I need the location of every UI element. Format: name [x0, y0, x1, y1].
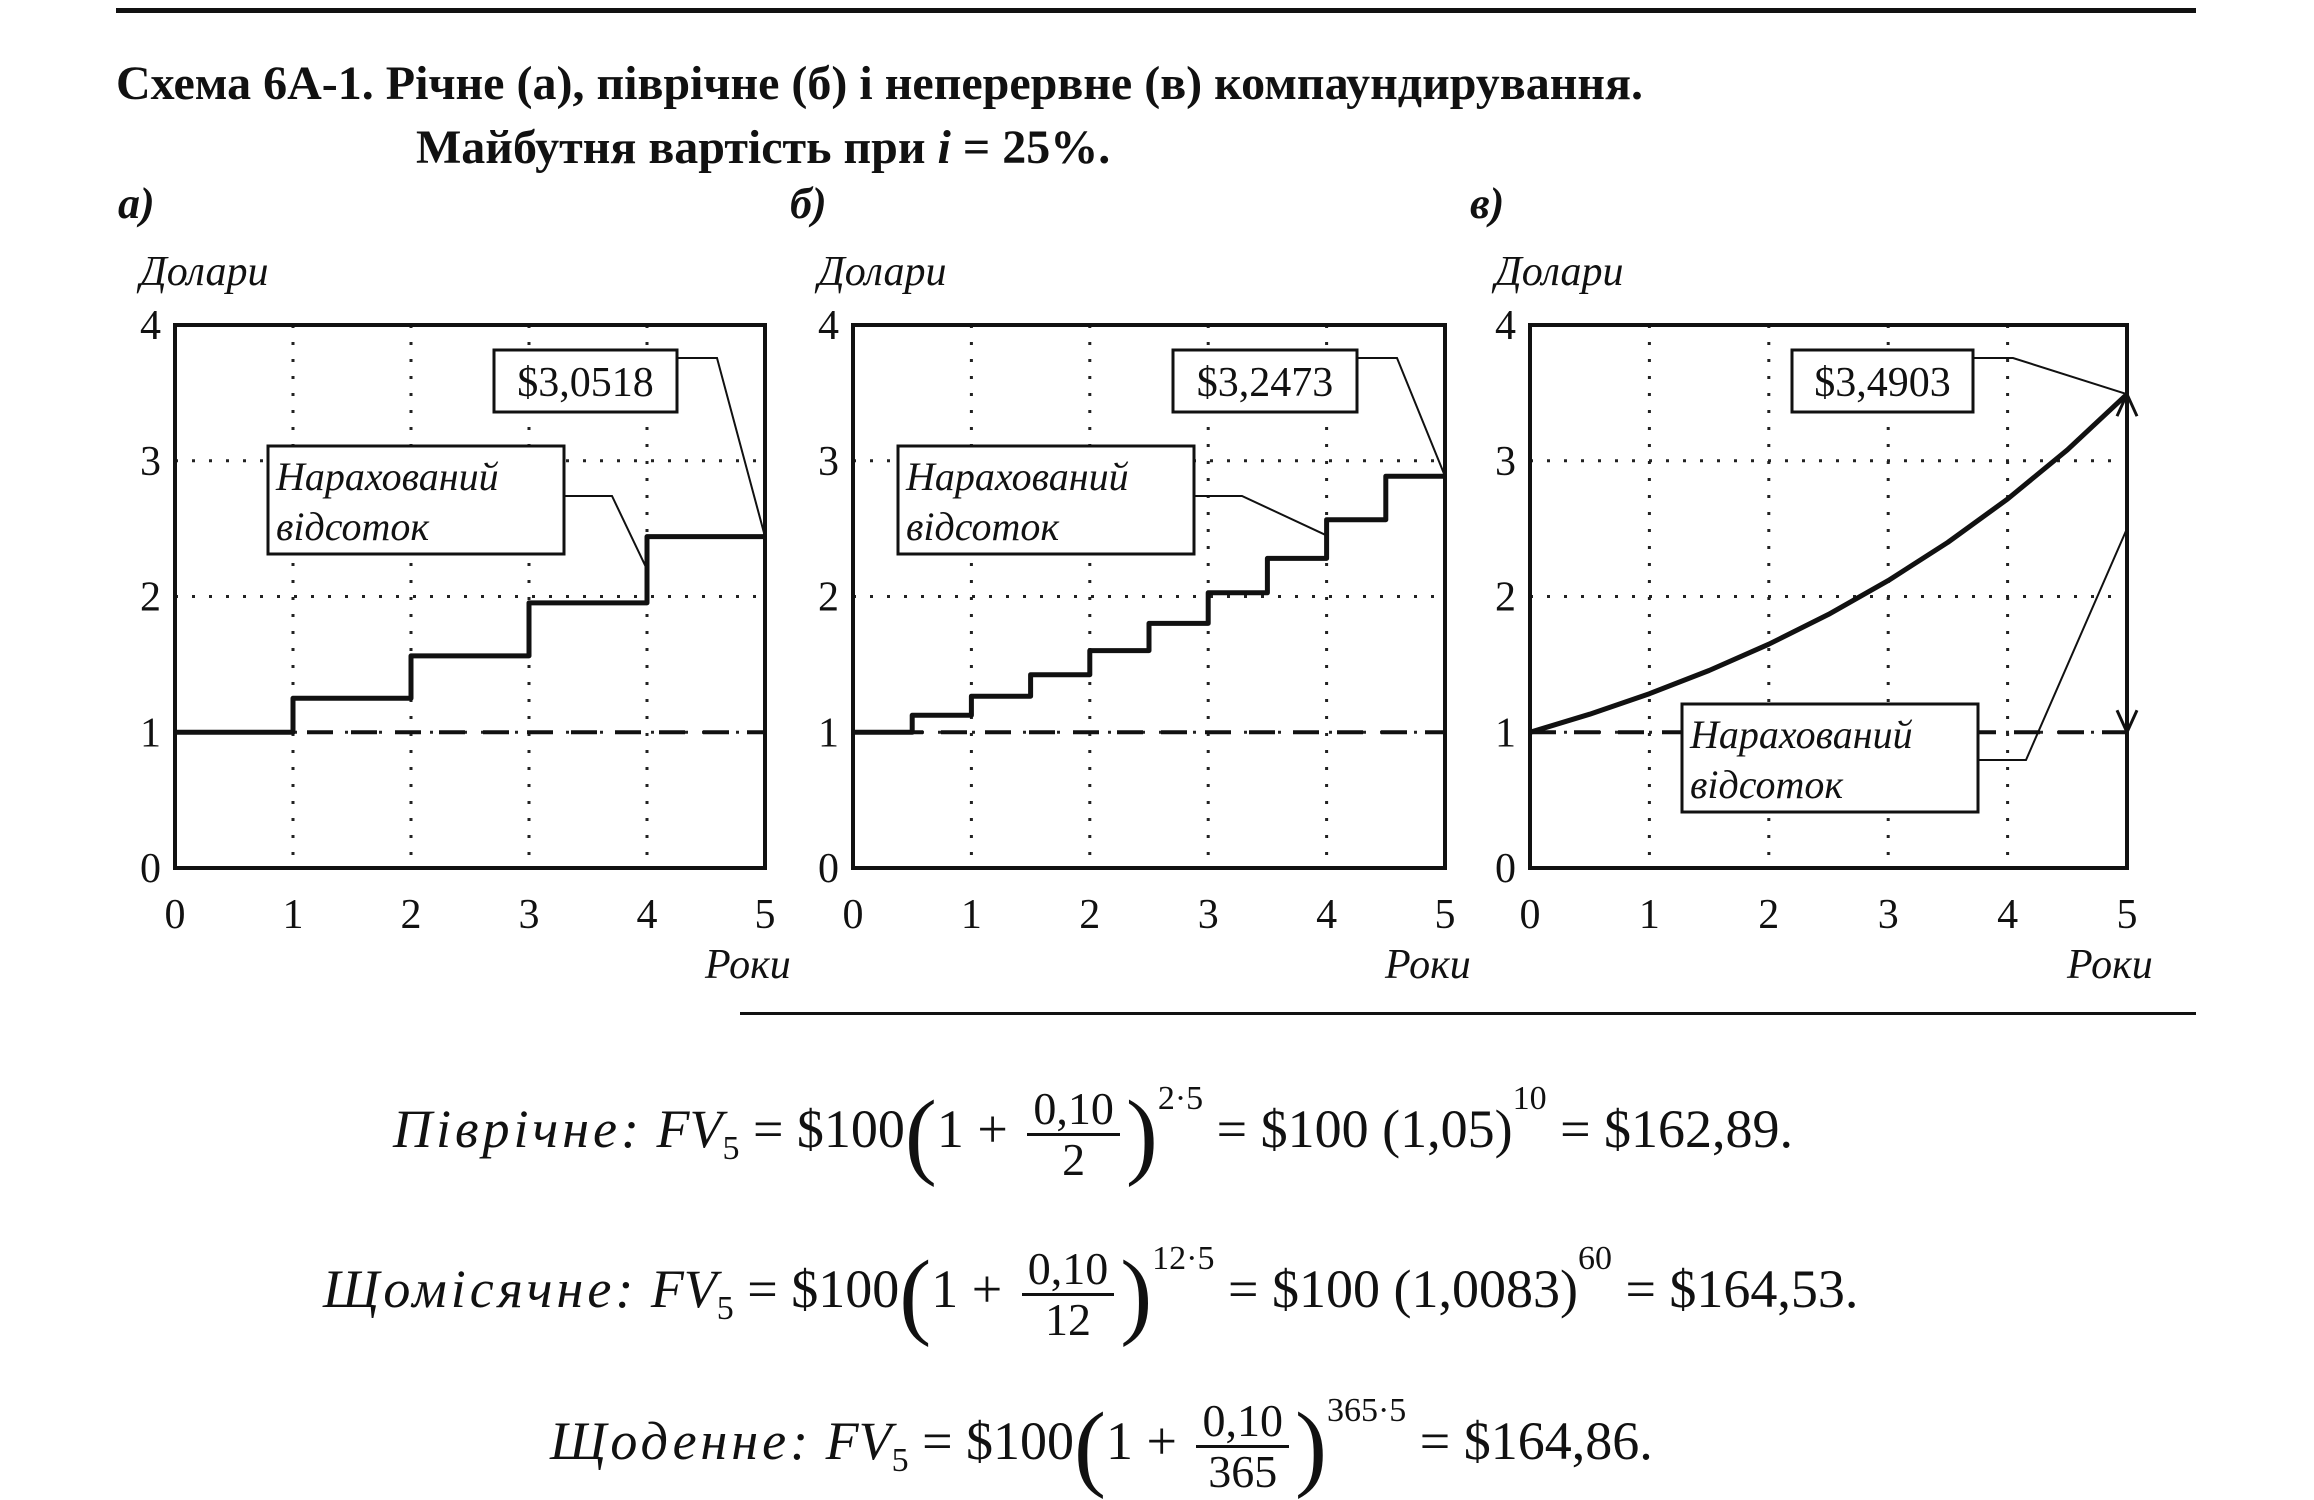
x-tick-label: 4 [636, 892, 658, 938]
equals-sign: = [922, 1411, 953, 1471]
equals-sign-2: = [1216, 1099, 1248, 1159]
one-plus: 1 + [1106, 1411, 1177, 1471]
y-tick-label: 3 [140, 438, 161, 485]
value-label: $3,0518 [517, 360, 654, 406]
fraction [1196, 1397, 1289, 1496]
fraction-numerator: 0,10 [1027, 1085, 1120, 1136]
result: $164,86. [1463, 1411, 1653, 1471]
result: $162,89. [1604, 1099, 1794, 1159]
x-tick-label: 1 [1638, 892, 1660, 938]
interest-callout-line-1: Нарахований [906, 454, 1129, 499]
y-axis-label: Долари [140, 249, 269, 295]
right-paren: ) [1125, 1080, 1158, 1188]
value-leader-line [1357, 358, 1445, 476]
y-tick-label: 1 [1495, 710, 1516, 757]
exponent: 2·5 [1157, 1080, 1204, 1117]
y-axis-label: Долари [1495, 249, 1624, 295]
y-tick-label: 2 [140, 574, 161, 621]
x-tick-label: 0 [1519, 892, 1541, 938]
base: (1,0083) [1393, 1259, 1578, 1319]
title-line-2-suffix: = 25%. [962, 121, 1111, 174]
formula-label: Щоденне: [550, 1411, 813, 1471]
x-axis-label: Роки [705, 942, 791, 988]
fv-symbol: FV [825, 1411, 892, 1471]
one-plus: 1 + [936, 1099, 1008, 1159]
y-tick-label: 3 [1495, 438, 1516, 485]
one-plus: 1 + [931, 1259, 1003, 1319]
fv-subscript: 5 [891, 1442, 909, 1479]
fraction [1027, 1085, 1120, 1184]
principal: $100 [966, 1411, 1075, 1471]
power: 60 [1577, 1240, 1612, 1277]
future-value-line [175, 537, 765, 733]
power: 10 [1512, 1080, 1547, 1117]
x-tick-label: 5 [754, 892, 776, 938]
value-label: $3,4903 [1814, 360, 1951, 406]
equals-sign-3: = [1560, 1099, 1591, 1159]
y-tick-label: 0 [818, 846, 839, 892]
fraction-denominator: 365 [1208, 1446, 1278, 1498]
formula-monthly [323, 1240, 1859, 1348]
x-tick-label: 1 [960, 892, 982, 938]
y-tick-label: 1 [818, 710, 839, 757]
future-value-line [1530, 394, 2127, 732]
right-paren: ) [1294, 1392, 1327, 1500]
formula-semiannual [393, 1080, 1794, 1188]
principal-2: $100 [1271, 1259, 1380, 1319]
fraction [1022, 1245, 1115, 1344]
fv-symbol: FV [650, 1259, 717, 1319]
value-leader-line [1973, 358, 2127, 394]
interest-callout-line-2: відсоток [1690, 762, 1844, 807]
equals-sign: = [747, 1259, 778, 1319]
fv-subscript: 5 [722, 1130, 740, 1167]
y-tick-label: 4 [818, 303, 839, 349]
formula-label: Щомісячне: [323, 1259, 638, 1319]
x-tick-label: 1 [282, 892, 304, 938]
left-paren: ( [1074, 1392, 1107, 1500]
interest-callout-line-1: Нарахований [276, 454, 499, 499]
equals-sign: = [752, 1099, 784, 1159]
y-tick-label: 0 [140, 846, 161, 892]
interest-leader-line [1194, 496, 1327, 535]
equals-sign-3: = [1419, 1411, 1451, 1471]
x-tick-label: 4 [1997, 892, 2019, 938]
base: (1,05) [1382, 1099, 1513, 1159]
panel-label: а) [118, 179, 155, 228]
value-leader-line [677, 358, 765, 537]
panel-label: б) [790, 179, 827, 228]
principal: $100 [796, 1099, 905, 1159]
x-tick-label: 5 [2116, 892, 2138, 938]
y-tick-label: 2 [818, 574, 839, 621]
fraction-denominator: 12 [1044, 1294, 1091, 1346]
y-tick-label: 0 [1495, 846, 1516, 892]
fraction-numerator: 0,10 [1022, 1245, 1115, 1296]
principal: $100 [791, 1259, 900, 1319]
x-tick-label: 4 [1316, 892, 1338, 938]
x-axis-label: Роки [2067, 942, 2153, 988]
fv-symbol: FV [656, 1099, 723, 1159]
exponent: 12·5 [1152, 1240, 1215, 1277]
left-paren: ( [904, 1080, 937, 1188]
x-tick-label: 5 [1434, 892, 1456, 938]
right-paren: ) [1120, 1240, 1153, 1348]
equals-sign-2: = [1228, 1259, 1259, 1319]
panel-label: в) [1470, 179, 1505, 228]
fv-subscript: 5 [716, 1290, 734, 1327]
x-tick-label: 2 [400, 892, 422, 938]
x-tick-label: 2 [1758, 892, 1780, 938]
formula-daily [550, 1392, 1653, 1500]
x-axis-label: Роки [1385, 942, 1471, 988]
title-line-2-prefix: Майбутня вартість при [416, 121, 926, 174]
x-tick-label: 0 [164, 892, 186, 938]
formula-label: Піврічне: [393, 1099, 643, 1159]
left-paren: ( [899, 1240, 932, 1348]
interest-callout-line-1: Нарахований [1690, 712, 1913, 757]
y-tick-label: 4 [1495, 303, 1516, 349]
x-tick-label: 3 [1197, 892, 1219, 938]
title-line-2-var: i [937, 121, 951, 174]
fraction-numerator: 0,10 [1196, 1397, 1289, 1448]
interest-callout-line-2: відсоток [906, 504, 1060, 549]
x-tick-label: 3 [1877, 892, 1899, 938]
separator-rule [740, 1012, 2196, 1015]
value-label: $3,2473 [1196, 360, 1334, 406]
chart-panel-2 [790, 179, 1471, 988]
interest-leader-line [564, 496, 647, 569]
fraction-denominator: 2 [1062, 1134, 1086, 1186]
y-tick-label: 1 [140, 710, 161, 757]
principal-2: $100 [1260, 1099, 1369, 1159]
interest-callout-line-2: відсоток [276, 504, 430, 549]
chart-panel-3 [1470, 179, 2153, 988]
x-tick-label: 3 [518, 892, 540, 938]
equals-sign-3: = [1625, 1259, 1656, 1319]
y-tick-label: 4 [140, 303, 161, 349]
result: $164,53. [1669, 1259, 1859, 1319]
chart-panel-1 [118, 179, 791, 988]
y-axis-label: Долари [818, 249, 947, 295]
exponent: 365·5 [1326, 1392, 1407, 1429]
x-tick-label: 2 [1079, 892, 1101, 938]
y-tick-label: 2 [1495, 574, 1516, 621]
y-tick-label: 3 [818, 438, 839, 485]
interest-leader-line [1978, 529, 2127, 760]
title-line-1: Схема 6А-1. Річне (а), піврічне (б) і неперервне (в) компаундирування. [116, 57, 1643, 110]
x-tick-label: 0 [842, 892, 864, 938]
